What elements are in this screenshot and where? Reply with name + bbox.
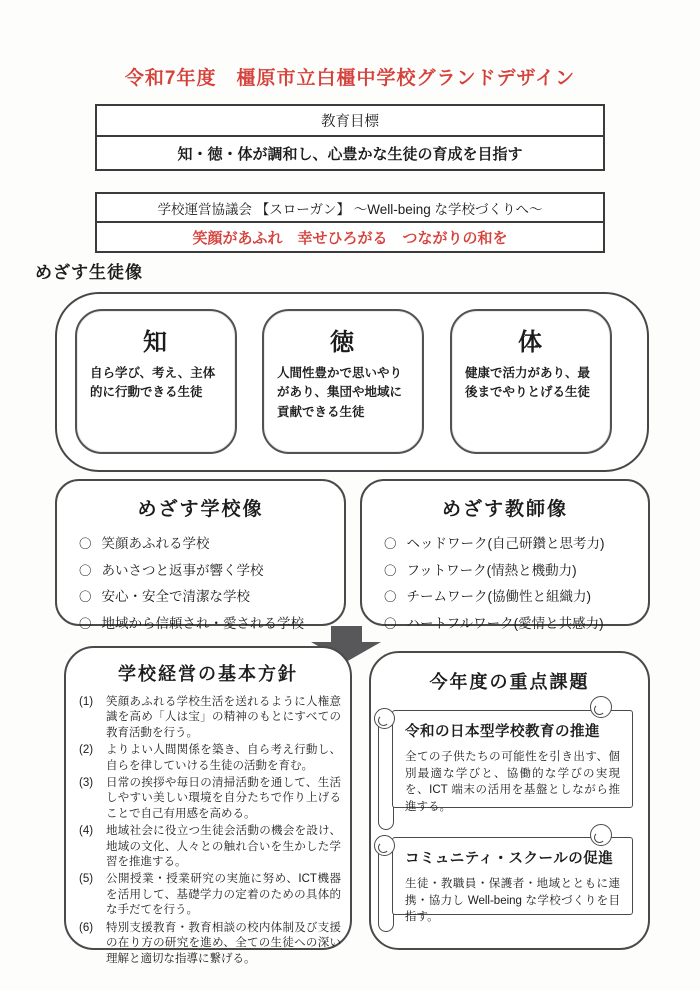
pillar-knowledge xyxy=(75,309,237,454)
priority-issues-box xyxy=(369,651,650,950)
list-item xyxy=(79,559,336,579)
student-vision-heading: めざす生徒像 xyxy=(35,263,143,282)
policy-item-number: (5) xyxy=(79,873,94,886)
pillar-body-title: 体 xyxy=(518,329,544,356)
page-title: 令和7年度 橿原市立白橿中学校グランドデザイン xyxy=(124,68,576,89)
circle-bullet-icon: 〇 xyxy=(384,563,397,578)
management-policy-box xyxy=(64,646,352,965)
policy-item-text: 特別支援教育・教育相談の校内体制及び支援の在り方の研究を進め、全ての生徒への深い理解と適切な指導に繋げる。 xyxy=(106,921,341,965)
policy-item-number: (4) xyxy=(79,825,94,838)
list-item xyxy=(79,612,336,632)
scroll-curl-icon xyxy=(590,824,612,846)
policy-item-text: 日常の挨拶や毎日の清掃活動を通して、生活しやすい美しい環境を自分たちで作り上げることで自己有用感を高める。 xyxy=(106,777,341,820)
circle-bullet-icon: 〇 xyxy=(384,616,397,631)
list-item-text: 地域から信頼され・愛される学校 xyxy=(101,615,305,631)
teacher-vision-list xyxy=(362,532,648,632)
pillar-virtue-title: 徳 xyxy=(330,329,356,356)
list-item-text: 安心・安全で清潔な学校 xyxy=(101,589,251,604)
list-item-text: フットワーク(情熱と機動力) xyxy=(406,562,577,578)
list-item-text: 笑顔あふれる学校 xyxy=(101,536,210,551)
pillar-knowledge-title: 知 xyxy=(143,329,169,356)
policy-item-number: (2) xyxy=(79,744,94,757)
list-item xyxy=(384,585,640,605)
list-item xyxy=(79,532,336,552)
policy-item-text: 公開授業・授業研究の実施に努め、ICT機器を活用して、基礎学力の定着のための具体的な手だてを行う。 xyxy=(106,873,341,917)
scroll-banner-2 xyxy=(378,824,647,944)
education-goal-header: 教育目標 xyxy=(97,106,603,137)
list-item-text: ハートフルワーク(愛情と共感力) xyxy=(406,615,604,631)
pillar-virtue-description: 人間性豊かで思いやりがあり、集団や地域に貢献できる生徒 xyxy=(277,366,403,419)
policy-item xyxy=(79,824,341,870)
education-goal-body: 知・徳・体が調和し、心豊かな生徒の育成を目指す xyxy=(177,145,523,163)
circle-bullet-icon: 〇 xyxy=(384,590,397,604)
management-policy-list xyxy=(79,695,341,967)
list-item-text: あいさつと返事が響く学校 xyxy=(101,562,264,578)
list-item-text: ヘッドワーク(自己研鑽と思考力) xyxy=(406,536,605,551)
slogan-body: 笑顔があふれ 幸せひろがる つながりの和を xyxy=(192,229,508,247)
list-item xyxy=(384,532,640,552)
list-item-text: チームワーク(協働性と組織力) xyxy=(406,589,592,604)
teacher-vision-title: めざす教師像 xyxy=(441,499,568,520)
policy-item-text: 地域社会に役立つ生徒会活動の機会を設け、地域の文化、人々との触れ合いを生かした学習を推進する。 xyxy=(106,825,341,869)
teacher-vision-box xyxy=(360,479,650,631)
circle-bullet-icon: 〇 xyxy=(79,616,92,631)
pillar-body-description: 健康で活力があり、最後までやりとげる生徒 xyxy=(465,366,591,400)
student-vision-container xyxy=(55,292,649,472)
scroll-curl-icon xyxy=(374,835,395,856)
policy-item xyxy=(79,921,341,967)
school-vision-list xyxy=(57,532,344,632)
list-item xyxy=(384,612,640,632)
scroll-curl-icon xyxy=(590,696,612,718)
policy-item-number: (1) xyxy=(79,696,94,708)
slogan-box xyxy=(95,192,605,253)
pillar-body xyxy=(450,309,612,454)
pillar-knowledge-description: 自ら学び、考え、主体的に行動できる生徒 xyxy=(90,366,216,400)
policy-item-text: よりよい人間関係を築き、自ら考え行動し、自らを律していける生徒の活動を育む。 xyxy=(106,744,341,772)
scroll-title: 令和の日本型学校教育の推進 xyxy=(405,724,600,740)
list-item xyxy=(79,585,336,605)
policy-item xyxy=(79,872,341,918)
slogan-header: 学校運営協議会 【スローガン】 ～Well-being な学校づくりへ～ xyxy=(97,194,603,223)
circle-bullet-icon: 〇 xyxy=(79,563,92,578)
pillar-virtue xyxy=(262,309,424,454)
management-policy-title: 学校経営の基本方針 xyxy=(118,664,298,684)
policy-item xyxy=(79,695,341,741)
scroll-body: 全ての子供たちの可能性を引き出す、個別最適な学びと、協働的な学びの実現を、ICT 端末の活用を基盤としながら推進する。 xyxy=(405,751,620,814)
circle-bullet-icon: 〇 xyxy=(384,537,397,551)
policy-item-number: (3) xyxy=(79,777,94,790)
school-vision-box xyxy=(55,479,346,631)
education-goal-box xyxy=(95,104,605,171)
list-item xyxy=(384,559,640,579)
circle-bullet-icon: 〇 xyxy=(79,537,92,551)
circle-bullet-icon: 〇 xyxy=(79,590,92,604)
policy-item-number: (6) xyxy=(79,921,94,934)
policy-item xyxy=(79,743,341,774)
scroll-body: 生徒・教職員・保護者・地域とともに連携・協力し Well-being な学校づくりを目指す。 xyxy=(405,878,620,924)
scroll-curl-icon xyxy=(374,708,395,729)
priority-issues-title: 今年度の重点課題 xyxy=(429,672,590,692)
policy-item-text: 笑顔あふれる学校生活を送れるように人権意識を高め「人は宝」の精神のもとにすべての教育活動を行う。 xyxy=(106,696,341,739)
scroll-title: コミュニティ・スクールの促進 xyxy=(405,851,614,867)
scroll-panel xyxy=(392,837,633,924)
school-vision-title: めざす学校像 xyxy=(137,499,264,520)
policy-item xyxy=(79,776,341,822)
scroll-panel xyxy=(392,710,633,814)
arrow-stem xyxy=(331,626,362,642)
